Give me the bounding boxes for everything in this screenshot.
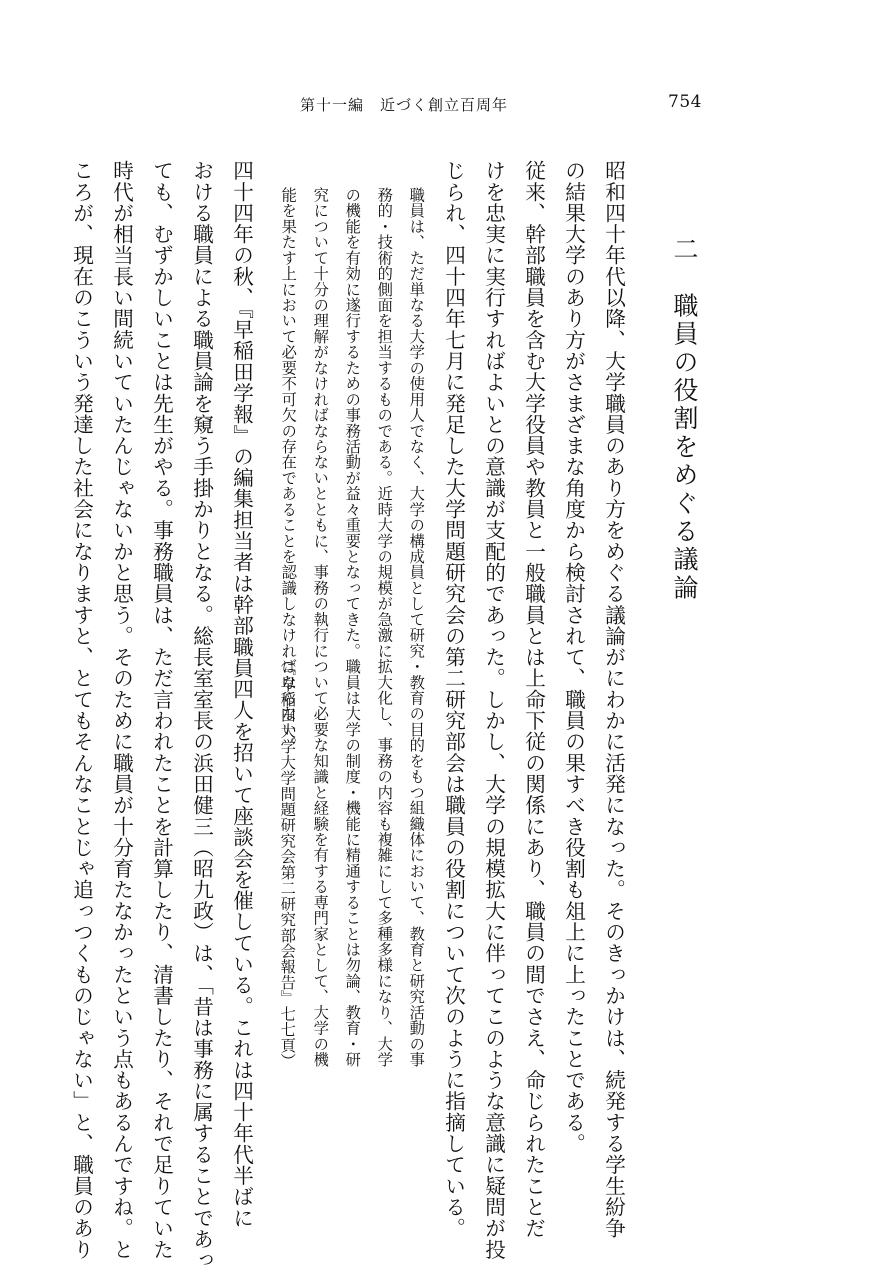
closing-line-4: 時代が相当長い間続いていたんじゃないかと思う。そのために職員が十分育たなかったという点もあるんですね。と <box>109 160 134 1260</box>
page-number: 754 <box>668 92 702 112</box>
intro-line-3: 従来、幹部職員を含む大学役員や教員と一般職員とは上命下従の関係にあり、職員の間でさえ、命じられたことだ <box>521 160 546 1239</box>
intro-line-5: じられ、四十四年七月に発足した大学問題研究会の第二研究部会は職員の役割について次のように指摘している。 <box>441 160 466 1239</box>
intro-line-4: けを忠実に実行すればよいとの意識が支配的であった。しかし、大学の規模拡大に伴ってこのような意識に疑問が投 <box>481 160 506 1260</box>
quote-citation: （『早稲田大学大学問題研究会第二研究部会報告』七七頁） <box>278 652 297 1069</box>
closing-line-1: 四十四年の秋、『早稲田学報』の編集担当者は幹部職員四人を招いて座談会を催している。これは四十年代半ばに <box>229 160 254 1229</box>
section-heading: 二 職員の役割をめぐる議論 <box>670 236 699 603</box>
closing-line-3: ても、むずかしいことは先生がやる。事務職員は、ただ言われたことを計算したり、清書したり、それで足りていた <box>149 160 174 1260</box>
quote-line-5: 能を果たす上において必要不可欠の存在であることを認識しなければならない。 <box>279 187 298 753</box>
closing-line-5: ころが、現在のこういう発達した社会になりますと、とてもそんなことじゃ追っつくものじゃない」と、職員のあり <box>69 160 94 1260</box>
running-header-title: 第十一編 近づく創立百周年 <box>300 96 509 114</box>
quote-line-3: の機能を有効に遂行するための事務活動が益々重要となってきた。職員は大学の制度・機能に精通することは勿論、教育・研 <box>343 187 362 1068</box>
intro-line-1: 昭和四十年代以降、大学職員のあり方をめぐる議論がにわかに活発になった。そのきっかけは、続発する学生紛争 <box>601 160 626 1239</box>
quote-line-2: 務的・技術的側面を担当するものである。近時大学の規模が急激に拡大化し、事務の内容も複雑にして多種多様になり、大学 <box>375 187 394 1068</box>
quote-line-4: 究について十分の理解がなければならないとともに、事務の執行について必要な知識と経験を有する専門家として、大学の機 <box>311 187 330 1068</box>
closing-line-2: おける職員による職員論を窺う手掛かりとなる。総長室室長の浜田健三（昭九政）は、「昔は事務に属することであっ <box>189 160 214 1271</box>
quote-line-1: 職員は、ただ単なる大学の使用人でなく、大学の構成員として研究・教育の目的をもつ組織体において、教育と研究活動の事 <box>407 187 426 1068</box>
intro-line-2: の結果大学のあり方がさまざまな角度から検討されて、職員の果すべき役割も俎上に上ったことである。 <box>561 160 586 1155</box>
